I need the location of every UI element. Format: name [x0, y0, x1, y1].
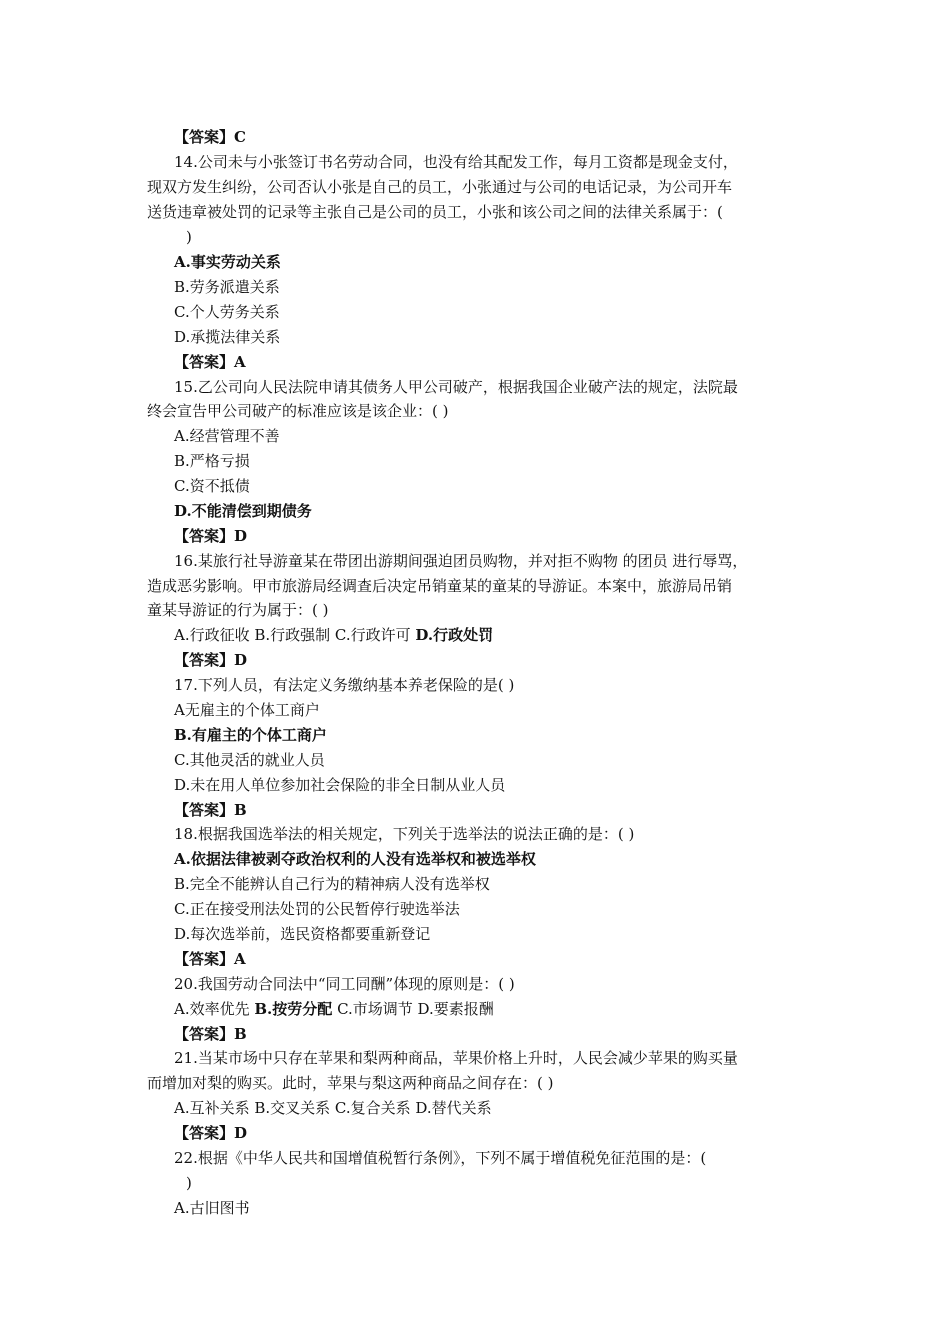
answer-21: 【答案】D [174, 1124, 248, 1142]
option-18-c: C.正在接受刑法处罚的公民暂停行驶选举法 [174, 900, 460, 918]
option-14-a: A.事实劳动关系 [174, 253, 281, 271]
question-14-line-3: 送货违章被处罚的记录等主张自己是公司的员工，小张和该公司之间的法律关系属于：( [147, 203, 723, 221]
options-21: A.互补关系 B.交叉关系 C.复合关系 D.替代关系 [174, 1099, 492, 1117]
option-17-b: B.有雇主的个体工商户 [174, 726, 327, 744]
option-20-b: B.按劳分配 [254, 1000, 333, 1018]
option-16-d: D.行政处罚 [415, 626, 494, 644]
options-20 [174, 999, 494, 1019]
question-16-line-3: 童某导游证的行为属于：( ) [147, 601, 329, 619]
answer-14: 【答案】A [174, 353, 246, 371]
option-15-a: A.经营管理不善 [174, 427, 280, 445]
answer-13: 【答案】C [174, 128, 246, 146]
option-14-c: C.个人劳务关系 [174, 303, 280, 321]
question-14-line-4: ) [186, 228, 192, 246]
option-14-d: D.承揽法律关系 [174, 328, 281, 346]
options-16-abc: A.行政征收 B.行政强制 C.行政许可 [174, 626, 416, 644]
options-20-cd: C.市场调节 D.要素报酬 [337, 1000, 494, 1018]
answer-15: 【答案】D [174, 527, 248, 545]
question-16-line-2: 造成恶劣影响。甲市旅游局经调查后决定吊销童某的童某的导游证。本案中，旅游局吊销 [147, 577, 733, 595]
option-18-a: A.依据法律被剥夺政治权利的人没有选举权和被选举权 [174, 850, 536, 868]
option-18-b: B.完全不能辨认自己行为的精神病人没有选举权 [174, 875, 490, 893]
option-17-a: A无雇主的个体工商户 [174, 701, 320, 719]
option-15-d: D.不能清偿到期债务 [174, 502, 312, 520]
option-14-b: B.劳务派遣关系 [174, 278, 280, 296]
option-17-c: C.其他灵活的就业人员 [174, 751, 325, 769]
options-16 [174, 625, 493, 645]
option-15-c: C.资不抵债 [174, 477, 250, 495]
question-15-line-1: 15.乙公司向人民法院申请其债务人甲公司破产，根据我国企业破产法的规定，法院最 [174, 378, 738, 396]
question-21-line-2: 而增加对梨的购买。此时，苹果与梨这两种商品之间存在：( ) [147, 1074, 554, 1092]
question-16-line-1: 16.某旅行社导游童某在带团出游期间强迫团员购物，并对拒不购物 的团员 进行辱骂， [174, 552, 748, 570]
answer-18: 【答案】A [174, 950, 246, 968]
question-20: 20.我国劳动合同法中“同工同酬”体现的原则是：( ) [174, 975, 515, 993]
option-15-b: B.严格亏损 [174, 452, 250, 470]
question-21-line-1: 21.当某市场中只存在苹果和梨两种商品，苹果价格上升时，人民会减少苹果的购买量 [174, 1049, 738, 1067]
answer-20: 【答案】B [174, 1025, 247, 1043]
question-15-line-2: 终会宣告甲公司破产的标准应该是该企业：( ) [147, 402, 449, 420]
option-20-a: A.效率优先 [174, 1000, 255, 1018]
option-18-d: D.每次选举前，选民资格都要重新登记 [174, 925, 431, 943]
option-22-a: A.古旧图书 [174, 1199, 250, 1217]
question-18: 18.根据我国选举法的相关规定，下列关于选举法的说法正确的是：( ) [174, 825, 635, 843]
answer-17: 【答案】B [174, 801, 247, 819]
option-17-d: D.未在用人单位参加社会保险的非全日制从业人员 [174, 776, 506, 794]
question-14-line-1: 14.公司未与小张签订书名劳动合同，也没有给其配发工作，每月工资都是现金支付， [174, 153, 738, 171]
question-22-line-2: ) [186, 1174, 192, 1192]
answer-16: 【答案】D [174, 651, 248, 669]
question-22-line-1: 22.根据《中华人民共和国增值税暂行条例》，下列不属于增值税免征范围的是：( [174, 1149, 707, 1167]
question-17: 17.下列人员，有法定义务缴纳基本养老保险的是( ) [174, 676, 515, 694]
question-14-line-2: 现双方发生纠纷，公司否认小张是自己的员工，小张通过与公司的电话记录，为公司开车 [147, 178, 733, 196]
